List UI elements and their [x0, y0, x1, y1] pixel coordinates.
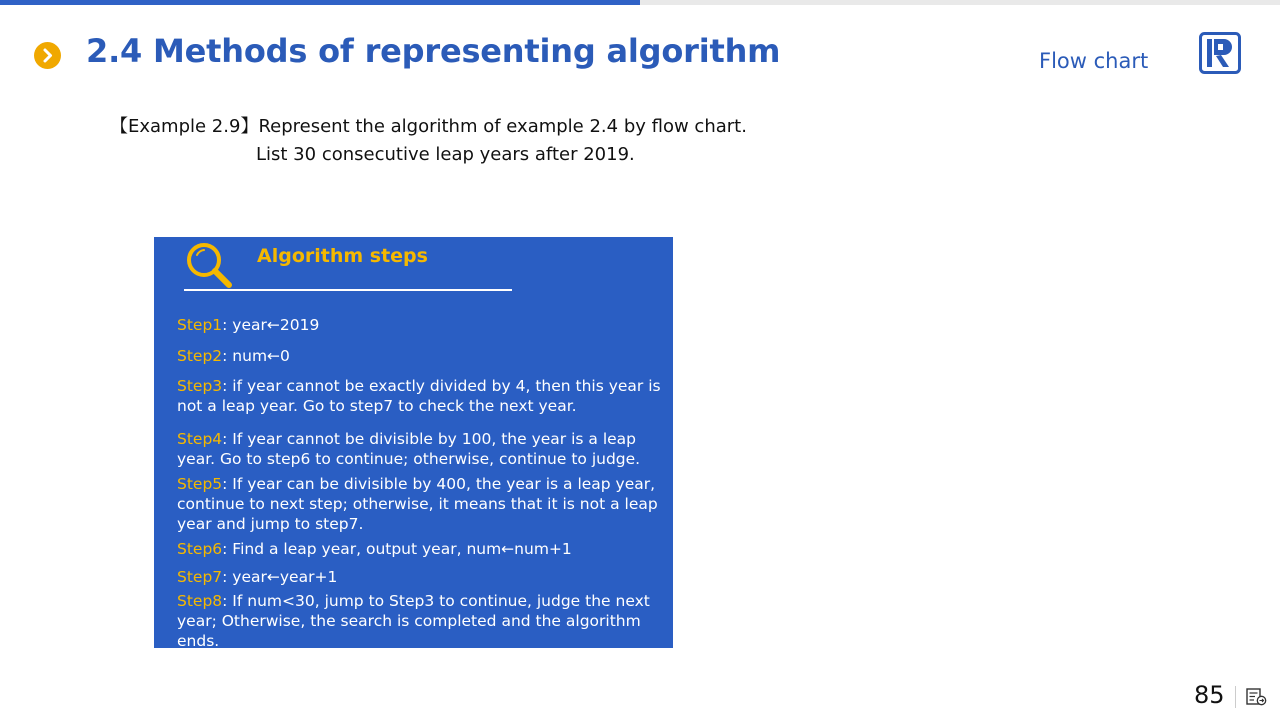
- step-text: : num←0: [222, 347, 290, 365]
- step-label: Step8: [177, 592, 223, 610]
- step-text: : if year cannot be exactly divided by 4, then this year is not a leap year. Go to step7 to check the next year.: [177, 377, 661, 415]
- step-text: : If year cannot be divisible by 100, the year is a leap year. Go to step6 to continue; otherwise, continue to judge.: [177, 430, 641, 468]
- step-3: [177, 376, 665, 416]
- progress-bar-track: [0, 0, 1280, 5]
- step-2: [177, 346, 665, 366]
- brand-logo-icon: [1199, 32, 1241, 74]
- footer-divider: [1235, 686, 1236, 708]
- step-text: : If year can be divisible by 400, the year is a leap year, continue to next step; otherwise, it means that it is not a leap year and jump to step7.: [177, 475, 658, 533]
- step-8: [177, 591, 665, 648]
- page-number: 85: [1194, 681, 1225, 709]
- step-label: Step6: [177, 540, 223, 558]
- progress-bar-fill: [0, 0, 640, 5]
- step-label: Step7: [177, 568, 223, 586]
- example-task: List 30 consecutive leap years after 2019.: [256, 144, 635, 165]
- page-title: 2.4 Methods of representing algorithm: [86, 32, 781, 70]
- step-label: Step3: [177, 377, 223, 395]
- step-text: : year←year+1: [222, 568, 338, 586]
- magnifier-icon: [184, 240, 236, 292]
- step-5: [177, 474, 665, 534]
- step-6: [177, 539, 665, 559]
- heading-divider: [184, 289, 512, 291]
- panel-heading: Algorithm steps: [257, 245, 428, 267]
- step-text: : year←2019: [222, 316, 320, 334]
- example-statement: 【Example 2.9】Represent the algorithm of example 2.4 by flow chart.: [110, 116, 747, 137]
- chevron-right-icon: [34, 42, 61, 69]
- step-label: Step5: [177, 475, 223, 493]
- algorithm-steps-panel: [154, 237, 673, 648]
- step-1: [177, 315, 665, 335]
- notes-icon[interactable]: [1246, 688, 1267, 706]
- step-text: : Find a leap year, output year, num←num+1: [222, 540, 572, 558]
- step-7: [177, 567, 665, 587]
- step-label: Step1: [177, 316, 223, 334]
- section-label: Flow chart: [1039, 49, 1149, 73]
- step-label: Step2: [177, 347, 223, 365]
- step-label: Step4: [177, 430, 223, 448]
- step-text: : If num<30, jump to Step3 to continue, judge the next year; Otherwise, the search is completed and the algorithm ends.: [177, 592, 650, 648]
- step-4: [177, 429, 665, 469]
